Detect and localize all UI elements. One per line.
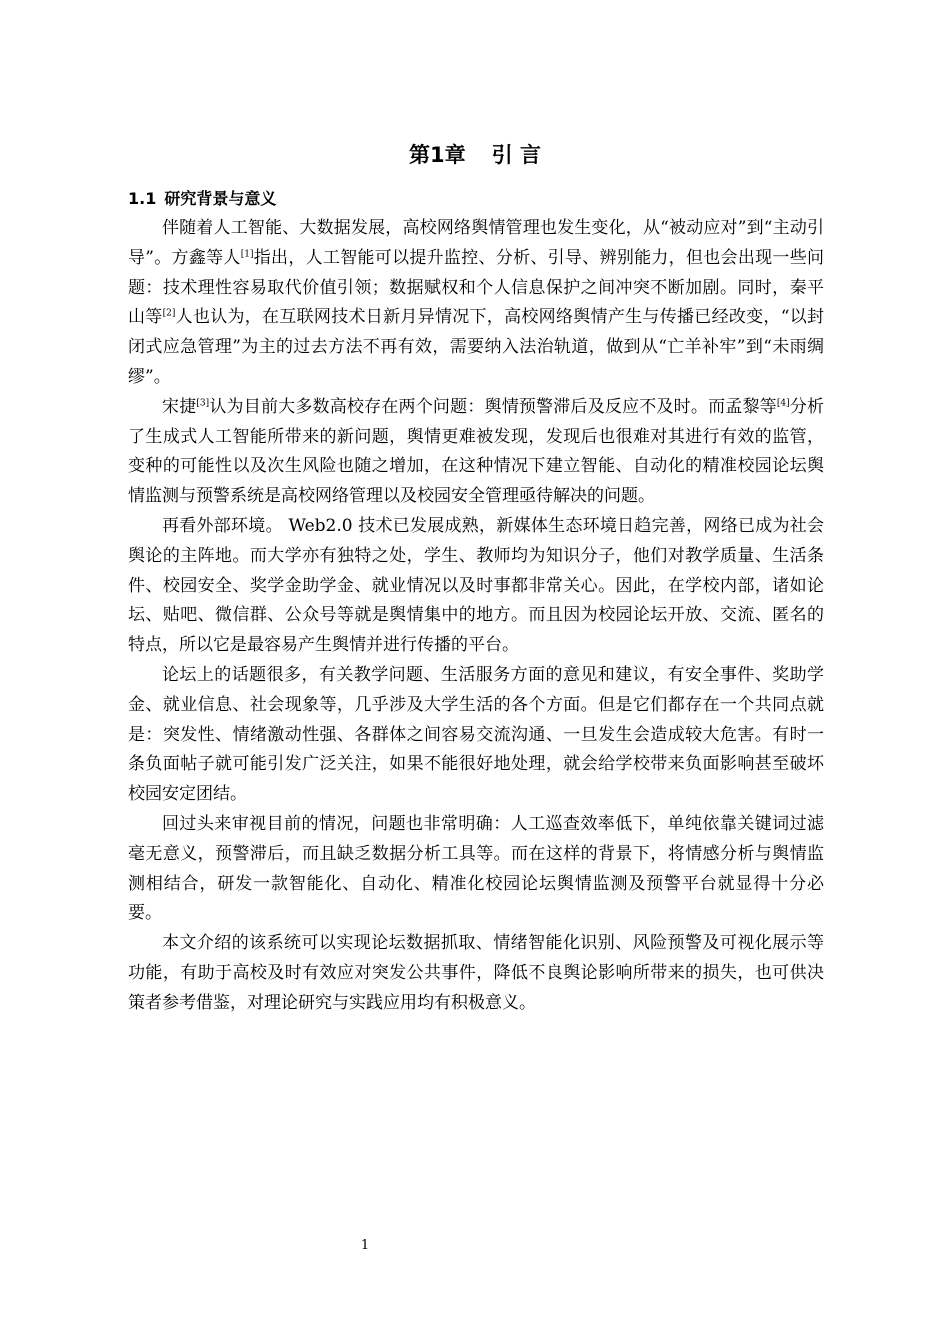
- paragraph-3: [128, 512, 824, 661]
- paragraph-text: 认为目前大多数高校存在两个问题：舆情预警滞后及反应不及时。而孟黎等: [209, 396, 777, 417]
- chapter-number: 第1章: [409, 143, 466, 167]
- paragraph-text: 再看外部环境。 Web2.0 技术已发展成熟，新媒体生态环境日趋完善，网络已成为社会舆论的主阵地。而大学亦有独特之处，学生、教师均为知识分子，他们对教学质量、生活条件、校园安全、奖学金助学金、就业情况以及时事都非常关心。因此，在学校内部，诸如论坛、贴吧、微信群、公众号等就是舆情集中的地方。而且因为校园论坛开放、交流、匿名的特点，所以它是最容易产生舆情并进行传播的平台。: [128, 515, 824, 656]
- page-number: 1: [360, 1238, 370, 1253]
- paragraph-6: [128, 929, 824, 1018]
- paragraph-text: 伴随着人工智能、大数据发展，高校网络舆情管理也发生变化，从“被动应对”到“主动引导”。方鑫等人: [128, 218, 824, 268]
- paragraph-text: 分析了生成式人工智能所带来的新问题，舆情更难被发现，发现后也很难对其进行有效的监管，变种的可能性以及次生风险也随之增加，在这种情况下建立智能、自动化的精准校园论坛舆情监测与预警系统是高校网络管理以及校园安全管理亟待解决的问题。: [128, 396, 825, 507]
- paragraph-text: 指出，人工智能可以提升监控、分析、引导、辨别能力，但也会出现一些问题：技术理性容易取代价值引领；数据赋权和个人信息保护之间冲突不断加剧。同时，秦平山等: [128, 247, 824, 328]
- paragraph-text: 人也认为，在互联网技术日新月异情况下，高校网络舆情产生与传播已经改变，“以封闭式应急管理”为主的过去方法不再有效，需要纳入法治轨道，做到从“亡羊补牢”到“未雨绸缪”。: [128, 307, 824, 387]
- body-text: [128, 214, 824, 1019]
- paragraph-1: [128, 214, 824, 393]
- paragraph-text: 本文介绍的该系统可以实现论坛数据抓取、情绪智能化识别、风险预警及可视化展示等功能，有助于高校及时有效应对突发公共事件，降低不良舆论影响所带来的损失，也可供决策者参考借鉴，对理论研究与实践应用均有积极意义。: [128, 933, 824, 1013]
- chapter-title: [0, 140, 950, 170]
- chapter-name: 引 言: [491, 143, 541, 167]
- paragraph-4: [128, 661, 824, 810]
- citation-ref: [1]: [240, 249, 254, 260]
- section-title: 研究背景与意义: [164, 189, 277, 208]
- paragraph-text: 回过头来审视目前的情况，问题也非常明确：人工巡查效率低下，单纯依靠关键词过滤毫无意义，预警滞后，而且缺乏数据分析工具等。而在这样的背景下，将情感分析与舆情监测相结合，研发一款智能化、自动化、精准化校园论坛舆情监测及预警平台就显得十分必要。: [128, 813, 824, 924]
- section-number: 1.1: [128, 189, 157, 208]
- citation-ref: [2]: [162, 308, 176, 319]
- paragraph-text: 论坛上的话题很多，有关教学问题、生活服务方面的意见和建议，有安全事件、奖助学金、就业信息、社会现象等，几乎涉及大学生活的各个方面。但是它们都存在一个共同点就是：突发性、情绪激动性强、各群体之间容易交流沟通、一旦发生会造成较大危害。有时一条负面帖子就可能引发广泛关注，如果不能很好地处理，就会给学校带来负面影响甚至破坏校园安定团结。: [128, 664, 824, 805]
- paragraph-5: [128, 810, 824, 929]
- citation-ref: [4]: [776, 398, 790, 409]
- paragraph-2: [128, 393, 824, 512]
- paragraph-text: 宋捷: [162, 396, 197, 417]
- section-heading: [128, 186, 276, 212]
- citation-ref: [3]: [196, 398, 210, 409]
